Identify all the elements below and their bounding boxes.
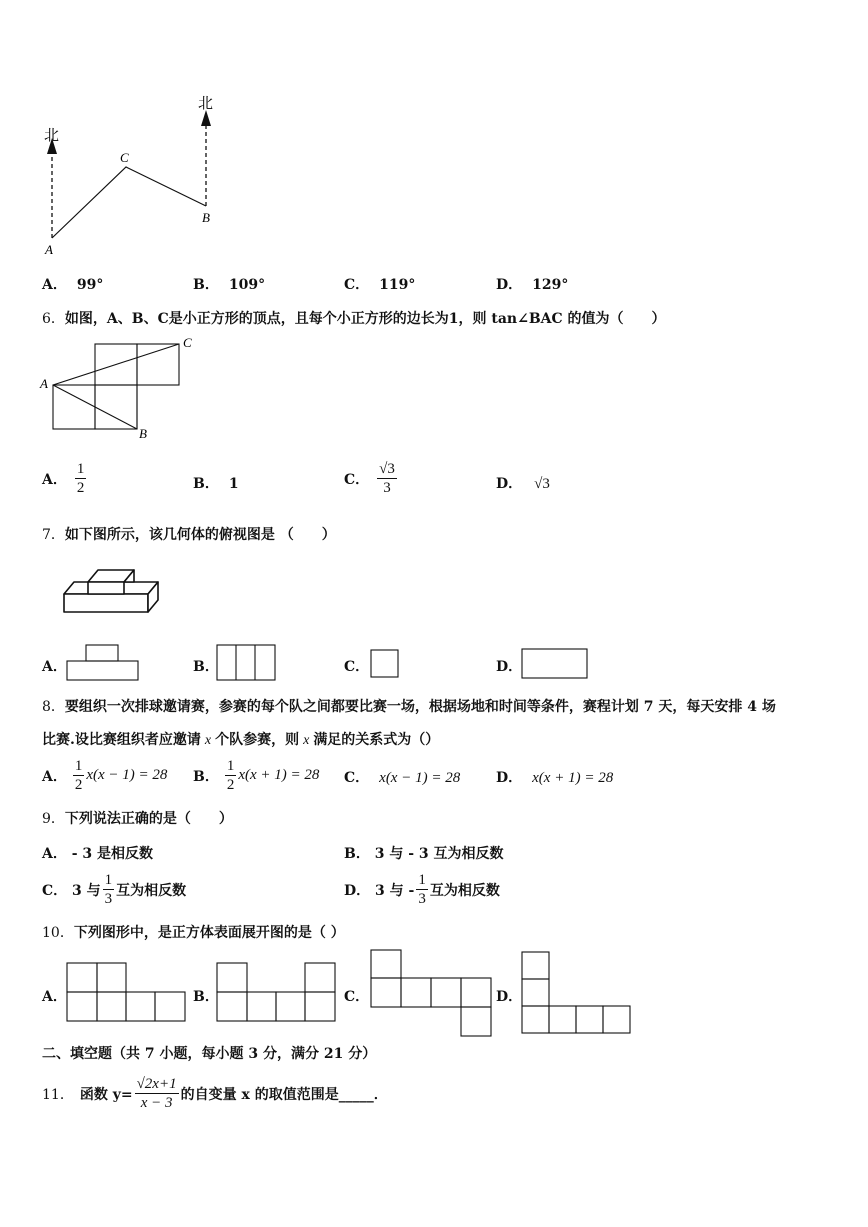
point-c-label: C	[120, 150, 129, 165]
q10-option-d-figure[interactable]	[520, 951, 634, 1035]
q5-figure	[36, 88, 236, 258]
q7-stem: 7．如下图所示，该几何体的俯视图是 （ ）	[42, 527, 336, 543]
q10-option-c-figure[interactable]	[369, 949, 495, 1039]
q8-stem-line1: 8．要组织一次排球邀请赛，参赛的每个队之间都要比赛一场，根据场地和时间等条件，赛程计划 7 天，每天安排 4 场	[42, 699, 776, 715]
q7-option-c-label[interactable]: C．	[344, 659, 370, 675]
q8-stem-line2: 比赛.设比赛组织者应邀请 x 个队参赛，则 x 满足的关系式为（）	[42, 732, 440, 748]
point-b-label: B	[202, 210, 210, 225]
point-a-label: A	[45, 242, 53, 257]
q7-option-d-label[interactable]: D．	[496, 659, 523, 675]
q5-option-b[interactable]: B． 109°	[193, 277, 266, 293]
q6-a-denominator: 2	[76, 480, 85, 496]
q6-point-b-label: B	[139, 426, 147, 441]
north-label-right: 北	[198, 96, 214, 112]
q7-option-b-label[interactable]: B．	[193, 659, 219, 675]
q6-a-numerator: 1	[76, 461, 85, 477]
q9-option-c[interactable]: C． 3 与 $\frac{1}{3}$ 互为相反数	[42, 872, 187, 907]
q5-option-a[interactable]: A． 99°	[42, 277, 104, 293]
q10-option-b-label[interactable]: B．	[193, 989, 219, 1005]
q6-stem: 6．如图，A、B、C是小正方形的顶点，且每个小正方形的边长为1，则 tan∠BAC 的值为（ ）	[42, 311, 666, 327]
q7-option-a-label[interactable]: A．	[42, 659, 67, 675]
q10-option-d-label[interactable]: D．	[496, 989, 523, 1005]
q5-option-d[interactable]: D． 129°	[496, 277, 569, 293]
q10-option-a-label[interactable]: A．	[42, 989, 67, 1005]
q5-option-c[interactable]: C． 119°	[344, 277, 416, 293]
q6-option-d[interactable]: D． √3	[496, 476, 550, 492]
q10-stem: 10．下列图形中，是正方体表面展开图的是（ ）	[42, 925, 345, 941]
q8-option-b[interactable]: B． $\frac{1}{2}$ x(x + 1) = 28	[193, 758, 320, 793]
q7-solid-figure	[60, 564, 164, 616]
q10-option-b-figure[interactable]	[216, 962, 338, 1024]
q11-numerator: √2x+1	[136, 1076, 177, 1092]
q6-option-c[interactable]: C． $\frac{√3}{3}$	[344, 461, 395, 496]
q10-option-c-label[interactable]: C．	[344, 989, 370, 1005]
q7-option-a-figure[interactable]	[66, 644, 140, 682]
q6-figure	[38, 336, 208, 444]
q9-option-a[interactable]: A． - 3 是相反数	[42, 846, 154, 862]
q9-option-b[interactable]: B． 3 与 - 3 互为相反数	[344, 846, 504, 862]
q9-option-d[interactable]: D． 3 与 - $\frac{1}{3}$ 互为相反数	[344, 872, 500, 907]
q11-denominator: x − 3	[140, 1095, 173, 1111]
q11-stem: 11． 函数 y= $\frac{√2x+1}{x - 3}$ 的自变量 x 的取值范围是_____．	[42, 1076, 388, 1111]
q7-option-c-figure[interactable]	[370, 649, 400, 679]
q8-option-a[interactable]: A． $\frac{1}{2}$ x(x − 1) = 28	[42, 758, 168, 793]
section-2-title: 二、填空题（共 7 小题，每小题 3 分，满分 21 分）	[42, 1046, 377, 1062]
north-label-left: 北	[44, 128, 60, 144]
q6-point-c-label: C	[183, 336, 192, 350]
q6-c-numerator: √3	[379, 461, 395, 477]
q8-option-d[interactable]: D． x(x + 1) = 28	[496, 770, 614, 786]
q6-option-b[interactable]: B． 1	[193, 476, 239, 492]
q8-option-c[interactable]: C． x(x − 1) = 28	[344, 770, 461, 786]
q9-stem: 9．下列说法正确的是（ ）	[42, 811, 233, 827]
q10-option-a-figure[interactable]	[66, 962, 188, 1024]
q6-point-a-label: A	[40, 376, 48, 391]
q7-option-d-figure[interactable]	[521, 648, 589, 680]
q6-option-a[interactable]: A． $\frac{1}{2}$	[42, 461, 85, 496]
q7-option-b-figure[interactable]	[216, 644, 278, 682]
q6-c-denominator: 3	[383, 480, 391, 496]
